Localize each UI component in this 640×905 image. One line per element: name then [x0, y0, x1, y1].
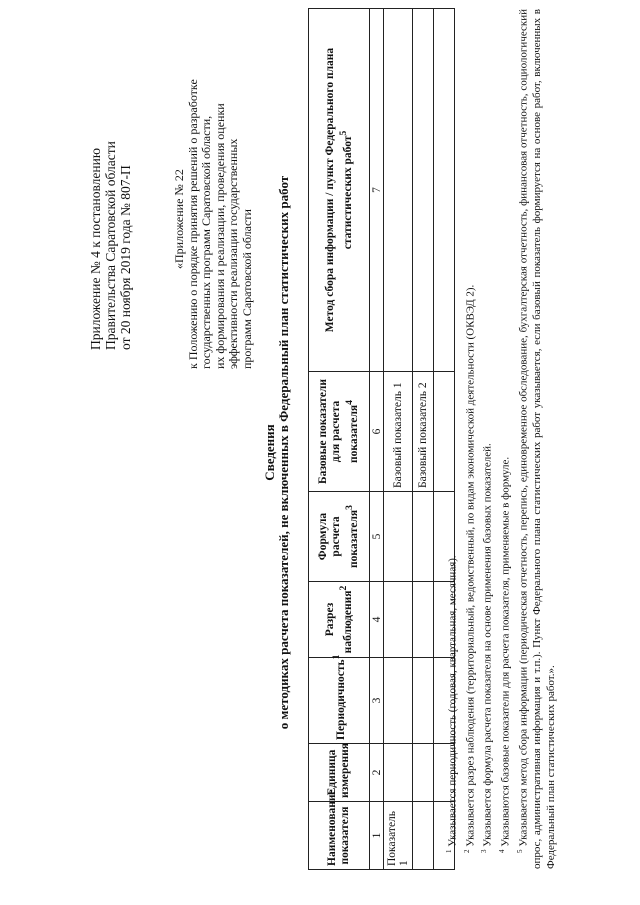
column-number: 6: [370, 372, 384, 492]
footnote: $^1$ Указывается периодичность (годовая, квартальная, месячная).: [445, 555, 459, 853]
table-cell: [384, 9, 413, 372]
sub-header-line: «Приложение № 22: [172, 169, 186, 269]
footnotes: [442, 9, 558, 869]
column-number: 3: [370, 658, 384, 744]
appendix-line: Приложение № 4 к постановлению: [88, 148, 103, 350]
column-number: 7: [370, 9, 384, 372]
sub-header-line: эффективности реализации государственных: [226, 138, 240, 369]
indicators-table: [308, 8, 455, 870]
column-number-row: [370, 9, 384, 870]
column-number: 4: [370, 582, 384, 658]
table-cell: [413, 582, 434, 658]
table-cell: [413, 744, 434, 802]
header-cell: Базовые показатели для расчета показателя$^4$: [309, 372, 370, 492]
appendix-line: Правительства Саратовской области: [103, 141, 118, 350]
table-header-row: [309, 9, 370, 870]
header-cell: Наименование показателя: [309, 802, 370, 870]
table-cell: [384, 492, 413, 582]
column-number: 5: [370, 492, 384, 582]
header-cell: Формула расчета показателя$^3$: [309, 492, 370, 582]
footnote: $^3$ Указывается формула расчета показателя на основе применения базовых показателей.: [480, 443, 494, 853]
table-cell: [413, 802, 434, 870]
document-subtitle: о методиках расчета показателей, не включенных в Федеральный план статистических работ: [276, 175, 291, 730]
table-row: [413, 9, 434, 870]
appendix-header: [88, 141, 133, 350]
table-cell: [384, 744, 413, 802]
header-cell: Периодичность$^1$: [309, 658, 370, 744]
table-cell: Базовый показатель 1: [384, 372, 413, 492]
footnote: $^5$ Указывается метод сбора информации (периодическая отчетность, перепись, единовременное обследование, бухгалтерская отчетность, финансовая отчетность, социологический опрос, административная информация и т.п.). Пункт Федерального плана статистических работ указывается, если базовый показатель формируется на основе работ, включенных в Федеральный план статистических работ.».: [515, 8, 558, 869]
sub-header-line: к Положению о порядке принятия решений о разработке: [185, 79, 200, 369]
document-title: Сведения: [262, 424, 277, 481]
appendix-sub-header: [173, 79, 254, 369]
table-cell: [413, 9, 434, 372]
table-cell: [384, 582, 413, 658]
header-cell: Разрез наблюдения$^2$: [309, 582, 370, 658]
appendix-line: от 20 ноября 2019 года № 807-П: [118, 165, 133, 350]
table-cell: [413, 492, 434, 582]
header-cell: Метод сбора информации / пункт Федерального плана статистических работ$^5$: [309, 9, 370, 372]
sub-header-line: программ Саратовской области: [239, 209, 254, 369]
column-number: 2: [370, 744, 384, 802]
sub-header-line: государственных программ Саратовской области,: [199, 115, 213, 369]
table-cell: Показатель 1: [384, 802, 413, 870]
sub-header-line: их формирования и реализации, проведения оценки: [212, 103, 227, 369]
table-cell: Базовый показатель 2: [413, 372, 434, 492]
table-cell: [384, 658, 413, 744]
footnote: $^4$ Указываются базовые показатели для расчета показателя, применяемые в формуле.: [497, 456, 512, 853]
table-cell: [413, 658, 434, 744]
footnote: $^2$ Указывается разрез наблюдения (территориальный, ведомственный, по видам экономической деятельности (ОКВЭД 2).: [462, 284, 477, 853]
column-number: 1: [370, 802, 384, 870]
table-row: [384, 9, 413, 870]
header-cell: Единица измерения: [309, 744, 370, 802]
